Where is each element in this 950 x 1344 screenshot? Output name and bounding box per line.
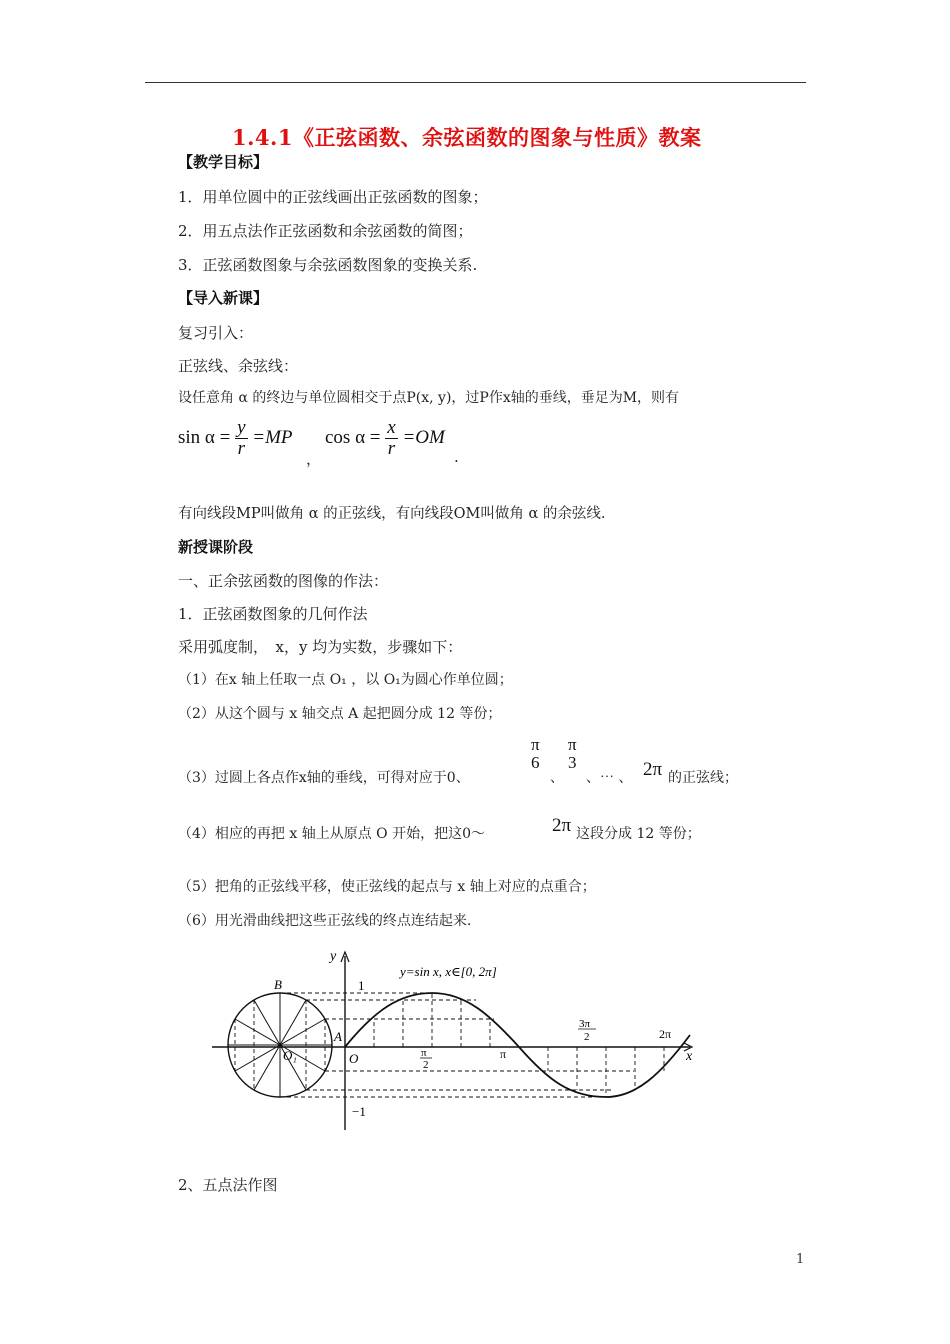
step-1: （1）在x 轴上任取一点 O₁ ，以 O₁为圆心作单位圆； (178, 672, 513, 688)
tick-minus-one: −1 (352, 1104, 366, 1119)
step-3-dots: 、⋯ 、 (586, 770, 633, 786)
figure-caption: y=sin x, x∈[0, 2π] (400, 964, 497, 979)
formula-separator: ， (306, 450, 322, 468)
cos-rhs: =OM (402, 426, 445, 448)
radian-note: 采用弧度制， x，y 均为实数，步骤如下： (178, 638, 463, 656)
objective-1: 1．用单位圆中的正弦线画出正弦函数的图象； (178, 188, 488, 206)
center-o1-label: O₁ (283, 1048, 297, 1063)
tick-two-pi: 2π (659, 1027, 672, 1041)
step-5: （5）把角的正弦线平移，使正弦线的起点与 x 轴上对应的点重合； (178, 879, 596, 895)
step-3-prefix: （3）过圆上各点作x轴的垂线，可得对应于0、 (178, 770, 470, 786)
intro-heading: 【导入新课】 (178, 289, 269, 307)
step-4-prefix: （4）相应的再把 x 轴上从原点 O 开始，把这0～ (178, 826, 485, 842)
pi-6-denominator: 6 (531, 752, 540, 772)
new-lesson-heading: 新授课阶段 (178, 538, 254, 556)
step-6: （6）用光滑曲线把这些正弦线的终点连结起来. (178, 913, 472, 929)
objectives-heading: 【教学目标】 (178, 153, 269, 171)
directed-segments: 有向线段MP叫做角 α 的正弦线，有向线段OM叫做角 α 的余弦线. (178, 506, 606, 522)
point-b-label: B (274, 977, 282, 992)
tick-half-pi-num: π (421, 1047, 427, 1059)
objective-3: 3．正弦函数图象与余弦函数图象的变换关系. (178, 256, 478, 274)
origin-label: O (349, 1051, 359, 1066)
objective-2: 2．用五点法作正弦函数和余弦函数的简图； (178, 222, 473, 240)
review-line: 复习引入： (178, 324, 254, 342)
tick-half-pi-den: 2 (423, 1059, 429, 1071)
sin-lhs: sin α = (178, 426, 231, 448)
pi-3-numerator: π (568, 735, 577, 754)
part-1: 一、正余弦函数的图像的作法： (178, 572, 389, 590)
two-pi-step-4: 2π (552, 815, 572, 836)
tick-three-half-pi-num: 3π (579, 1018, 591, 1030)
cos-lhs: cos α = (325, 426, 381, 448)
definition-text: 设任意角 α 的终边与单位圆相交于点P(x, y)，过P作x轴的垂线，垂足为M，则有 (178, 390, 680, 406)
cos-denominator: r (387, 437, 396, 459)
formula-end: . (454, 448, 459, 466)
page-title: 1.4.1《正弦函数、余弦函数的图象与性质》教案 (232, 125, 702, 150)
page-number: 1 (796, 1252, 805, 1267)
step-2: （2）从这个圆与 x 轴交点 A 起把圆分成 12 等份； (178, 706, 502, 722)
step-3-sep: 、 (550, 770, 564, 786)
step-4-suffix: 这段分成 12 等份； (576, 826, 701, 842)
five-point-method: 2、五点法作图 (178, 1176, 278, 1194)
sin-rhs: =MP (252, 426, 293, 448)
tick-three-half-pi-den: 2 (584, 1031, 590, 1043)
step-3-suffix: 的正弦线； (668, 770, 738, 786)
geom-method: 1．正弦函数图象的几何作法 (178, 605, 368, 623)
sin-numerator: y (237, 417, 246, 438)
two-pi-step-3: 2π (643, 759, 663, 780)
sin-denominator: r (237, 437, 246, 459)
sine-cosine-lines: 正弦线、余弦线： (178, 357, 299, 375)
cos-numerator: x (387, 417, 396, 438)
x-axis-label: x (686, 1049, 693, 1064)
sine-curve (345, 993, 690, 1097)
pi-6-numerator: π (531, 735, 540, 754)
point-a-label: A (334, 1029, 342, 1044)
tick-one: 1 (358, 978, 365, 993)
tick-pi: π (500, 1047, 507, 1061)
pi-3-denominator: 3 (568, 752, 577, 772)
y-axis-label: y (330, 949, 337, 964)
